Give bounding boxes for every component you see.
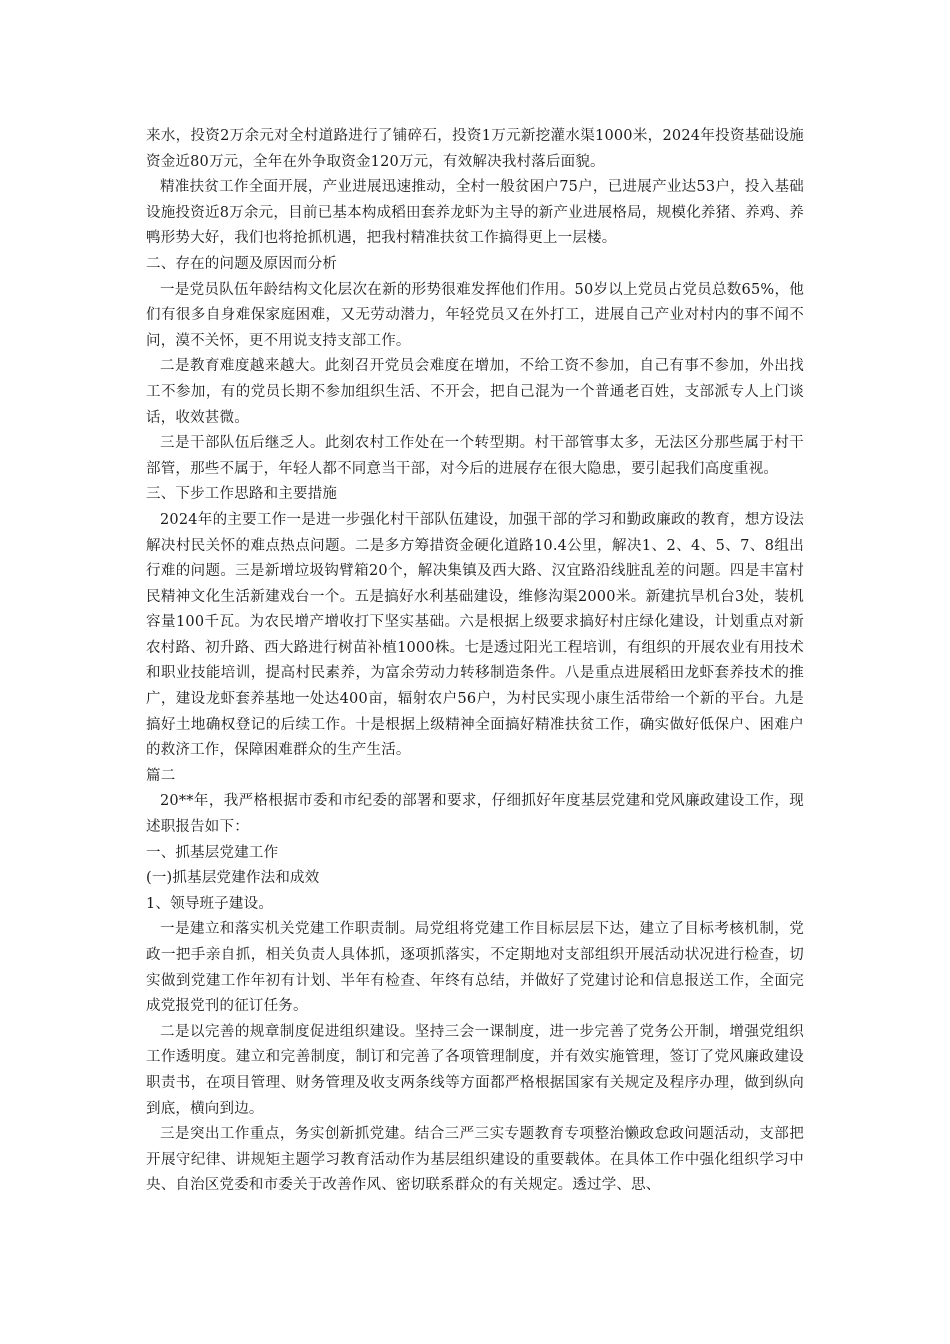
item-heading: 1、领导班子建设。	[146, 895, 274, 912]
section-heading: 二、存在的问题及原因而分析	[146, 255, 338, 272]
paragraph: 20**年，我严格根据市委和市纪委的部署和要求，仔细抓好年度基层党建和党风廉政建设工作，现述职报告如下：	[146, 793, 804, 836]
paragraph: 三是干部队伍后继乏人。此刻农村工作处在一个转型期。村干部管事太多，无法区分那些属于村干部管，那些不属于，年轻人都不同意当干部，对今后的进展存在很大隐患，要引起我们高度重视。	[146, 435, 804, 477]
section-heading: 篇二	[146, 767, 176, 784]
paragraph: 2024年的主要工作一是进一步强化村干部队伍建设，加强干部的学习和勤政廉政的教育，想方设法解决村民关怀的难点热点问题。二是多方筹措资金硬化道路10.4公里，解决1、2、4、5、7、8组出行难的问题。三是新增垃圾钩臂箱20个，解决集镇及西大路、汉宜路沿线脏乱差的问题。四是丰富村民精神文化生活新建戏台一个。五是搞好水利基础建设，维修沟渠2000米。新建抗旱机台3处，装机容量100千瓦。为农民增产增收打下坚实基础。六是根据上级要求搞好村庄绿化建设，计划重点对新农村路、初升路、西大路进行树苗补植1000株。七是透过阳光工程培训，有组织的开展农业有用技术和职业技能培训，提高村民素养，为富余劳动力转移制造条件。八是重点进展稻田龙虾套养技术的推广，建设龙虾套养基地一处达400亩，辐射农户56户，为村民实现小康生活带给一个新的平台。九是搞好土地确权登记的后续工作。十是根据上级精神全面搞好精准扶贫工作，确实做好低保户、困难户的救济工作，保障困难群众的生产生活。	[146, 511, 804, 759]
document-body	[146, 124, 804, 1199]
paragraph: 精准扶贫工作全面开展，产业进展迅速推动，全村一般贫困户75户，已进展产业达53户，投入基础设施投资近8万余元，目前已基本构成稻田套养龙虾为主导的新产业进展格局，规模化养猪、养鸡、养鸭形势大好，我们也将抢抓机遇，把我村精准扶贫工作搞得更上一层楼。	[146, 179, 804, 247]
section-heading: 一、抓基层党建工作	[146, 844, 279, 861]
paragraph: 一是建立和落实机关党建工作职责制。局党组将党建工作目标层层下达，建立了目标考核机制，党政一把手亲自抓，相关负责人具体抓，逐项抓落实，不定期地对支部组织开展活动状况进行检查，切实做到党建工作年初有计划、半年有检查、年终有总结，并做好了党建讨论和信息报送工作，全面完成党报党刊的征订任务。	[146, 921, 804, 1015]
paragraph: 二是教育难度越来越大。此刻召开党员会难度在增加，不给工资不参加，自己有事不参加，外出找工不参加，有的党员长期不参加组织生活、不开会，把自己混为一个普通老百姓，支部派专人上门谈话，收效甚微。	[146, 358, 804, 426]
paragraph: 三是突出工作重点，务实创新抓党建。结合三严三实专题教育专项整治懒政怠政问题活动，支部把开展守纪律、讲规矩主题学习教育活动作为基层组织建设的重要载体。在具体工作中强化组织学习中央、自治区党委和市委关于改善作风、密切联系群众的有关规定。透过学、思、	[146, 1126, 804, 1194]
paragraph: 一是党员队伍年龄结构文化层次在新的形势很难发挥他们作用。50岁以上党员占党员总数65%，他们有很多自身难保家庭困难，又无劳动潜力，年轻党员又在外打工，进展自己产业对村内的事不闻不问，漠不关怀，更不用说支持支部工作。	[146, 281, 804, 349]
subsection-heading: (一)抓基层党建作法和成效	[146, 870, 320, 887]
section-heading: 三、下步工作思路和主要措施	[146, 486, 338, 503]
paragraph: 来水，投资2万余元对全村道路进行了铺碎石，投资1万元新挖灌水渠1000米，2024年投资基础设施资金近80万元，全年在外争取资金120万元，有效解决我村落后面貌。	[146, 128, 804, 170]
paragraph: 二是以完善的规章制度促进组织建设。坚持三会一课制度，进一步完善了党务公开制，增强党组织工作透明度。建立和完善制度，制订和完善了各项管理制度，并有效实施管理，签订了党风廉政建设职责书，在项目管理、财务管理及收支两条线等方面都严格根据国家有关规定及程序办理，做到纵向到底，横向到边。	[146, 1023, 804, 1117]
